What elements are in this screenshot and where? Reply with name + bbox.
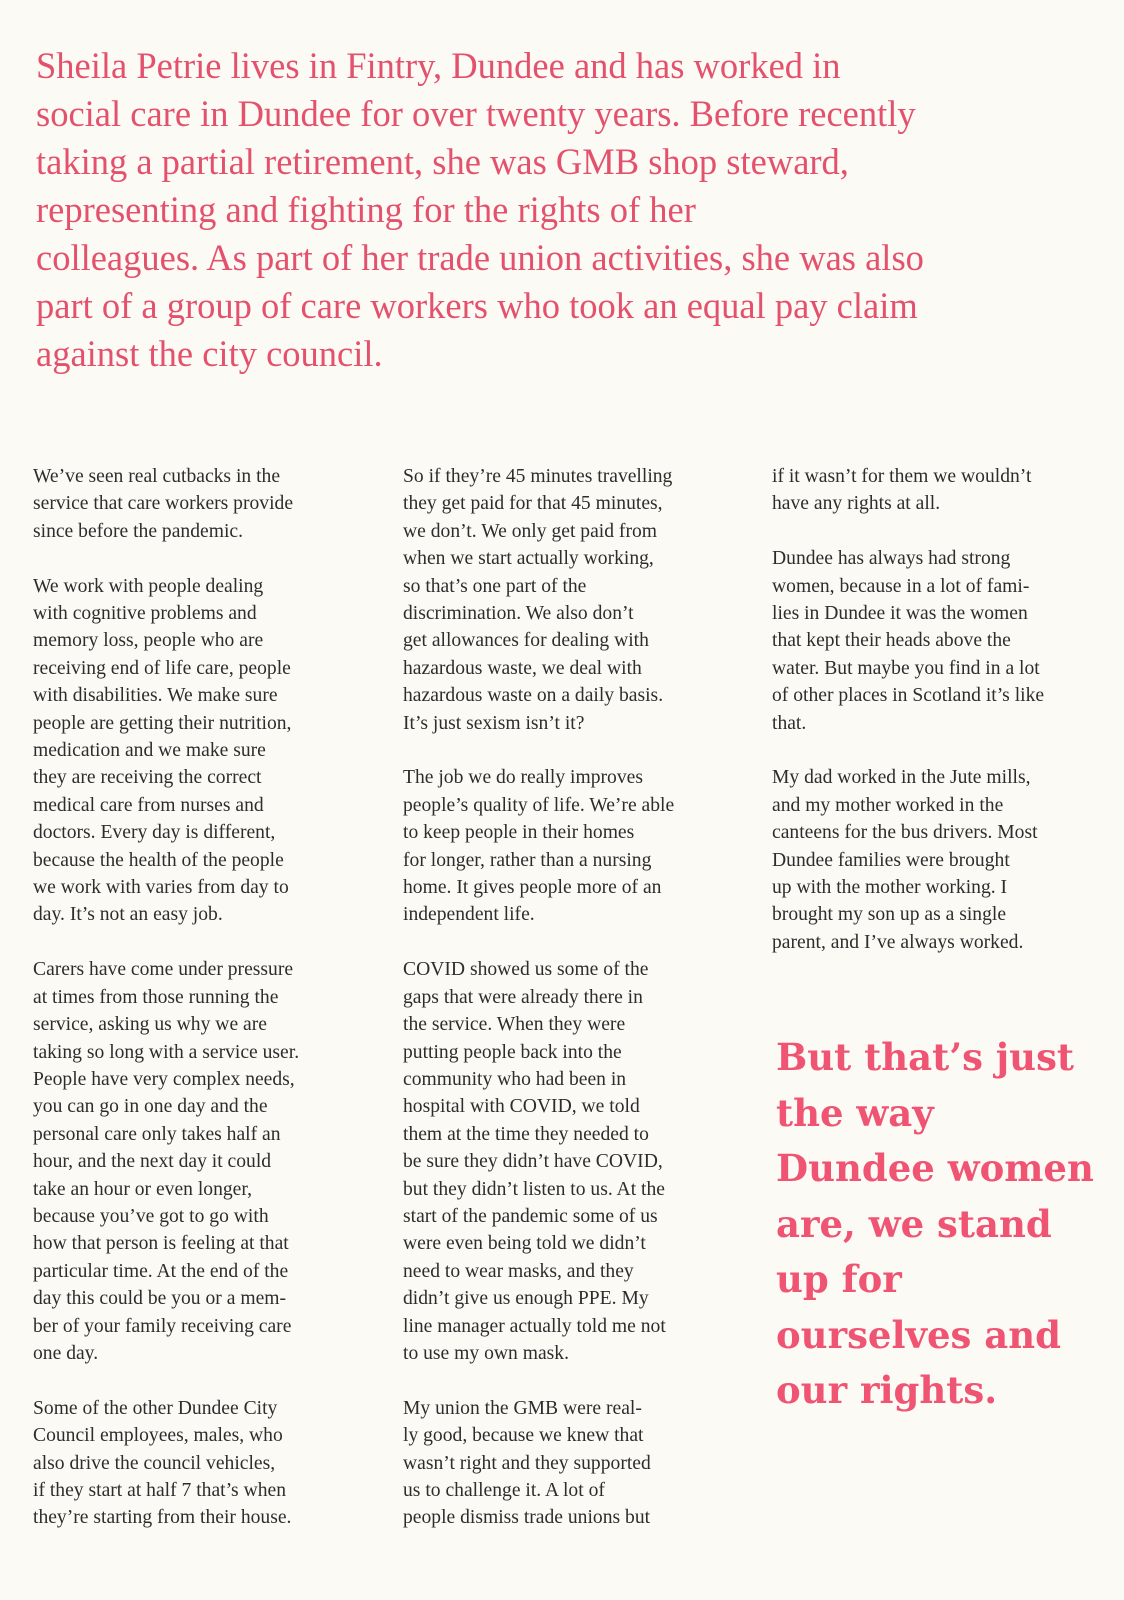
body-line: taking so long with a service user.	[33, 1041, 300, 1063]
body-line: but they didn’t listen to us. At the	[403, 1178, 665, 1200]
pull-quote-line: up for	[776, 1257, 902, 1301]
body-line: and my mother worked in the	[772, 794, 1004, 816]
body-line: they are receiving the correct	[33, 767, 262, 789]
body-line: Some of the other Dundee City	[33, 1397, 278, 1419]
body-column-2	[403, 463, 723, 1559]
body-line: independent life.	[403, 904, 535, 926]
body-line: if they start at half 7 that’s when	[33, 1479, 287, 1501]
body-line: brought my son up as a single	[772, 904, 1007, 926]
body-paragraph	[403, 463, 723, 737]
body-paragraph	[403, 1395, 723, 1532]
body-line: community who had been in	[403, 1068, 627, 1090]
body-line: to use my own mask.	[403, 1342, 569, 1364]
body-line: up with the mother working. I	[772, 877, 1008, 899]
body-line: that.	[772, 712, 807, 734]
body-line: putting people back into the	[403, 1041, 622, 1063]
intro-line: colleagues. As part of her trade union activities, she was also	[36, 237, 924, 278]
body-line: ly good, because we knew that	[403, 1425, 644, 1447]
body-line: wasn’t right and they supported	[403, 1452, 651, 1474]
body-line: because you’ve got to go with	[33, 1205, 269, 1227]
body-line: canteens for the bus drivers. Most	[772, 822, 1038, 844]
body-line: they’re starting from their house.	[33, 1507, 292, 1529]
body-line: have any rights at all.	[772, 493, 941, 515]
body-paragraph	[33, 463, 353, 545]
body-line: that kept their heads above the	[772, 630, 1011, 652]
pull-quote-line: the way	[776, 1090, 934, 1135]
pull-quote-line: our rights.	[776, 1368, 998, 1412]
body-line: medication and we make sure	[33, 740, 266, 762]
body-line: service that care workers provide	[33, 493, 294, 515]
body-paragraph	[403, 956, 723, 1367]
body-line: so that’s one part of the	[403, 575, 587, 597]
body-line: Dundee has always had strong	[772, 548, 1011, 570]
body-line: gaps that were already there in	[403, 986, 643, 1008]
body-line: with cognitive problems and	[33, 603, 257, 625]
body-line: medical care from nurses and	[33, 794, 264, 816]
body-line: Carers have come under pressure	[33, 959, 294, 981]
body-line: Dundee families were brought	[772, 849, 1010, 871]
body-line: COVID showed us some of the	[403, 959, 649, 981]
intro-line: part of a group of care workers who took an equal pay claim	[36, 285, 918, 326]
body-line: since before the pandemic.	[33, 520, 243, 542]
body-line: get allowances for dealing with	[403, 630, 649, 652]
body-line: of other places in Scotland it’s like	[772, 685, 1045, 707]
body-paragraph	[772, 545, 1092, 737]
intro-paragraph	[36, 42, 1046, 378]
body-line: parent, and I’ve always worked.	[772, 931, 1024, 953]
body-line: lies in Dundee it was the women	[772, 603, 1028, 625]
body-line: women, because in a lot of fami-	[772, 575, 1030, 597]
body-paragraph	[772, 764, 1092, 956]
body-paragraph	[33, 1395, 353, 1532]
body-line: people are getting their nutrition,	[33, 712, 292, 734]
body-line: us to challenge it. A lot of	[403, 1479, 605, 1501]
body-line: So if they’re 45 minutes travelling	[403, 466, 673, 487]
body-line: we work with varies from day to	[33, 877, 289, 899]
body-line: with disabilities. We make sure	[33, 685, 278, 707]
body-line: day this could be you or a mem-	[33, 1288, 287, 1310]
body-line: them at the time they needed to	[403, 1123, 649, 1145]
body-line: hazardous waste, we deal with	[403, 657, 642, 679]
body-line: The job we do really improves	[403, 767, 643, 789]
body-line: water. But maybe you find in a lot	[772, 657, 1040, 679]
body-line: personal care only takes half an	[33, 1123, 281, 1145]
body-line: discrimination. We also don’t	[403, 603, 634, 625]
body-line: they get paid for that 45 minutes,	[403, 493, 663, 515]
pull-quote	[776, 1030, 1106, 1419]
body-line: hospital with COVID, we told	[403, 1096, 640, 1118]
pull-quote-line: are, we stand	[776, 1201, 1052, 1246]
intro-line: taking a partial retirement, she was GMB shop steward,	[36, 141, 849, 182]
body-line: didn’t give us enough PPE. My	[403, 1288, 649, 1310]
body-line: if it wasn’t for them we wouldn’t	[772, 466, 1032, 487]
intro-line: Sheila Petrie lives in Fintry, Dundee and has worked in	[36, 45, 841, 86]
body-line: My dad worked in the Jute mills,	[772, 767, 1031, 789]
pull-quote-line: But that’s just	[776, 1035, 1075, 1079]
body-line: for longer, rather than a nursing	[403, 849, 652, 871]
body-line: be sure they didn’t have COVID,	[403, 1151, 663, 1173]
body-line: the service. When they were	[403, 1014, 626, 1036]
body-line: were even being told we didn’t	[403, 1233, 646, 1255]
intro-line: against the city council.	[36, 333, 383, 374]
pull-quote-line: Dundee women	[776, 1146, 1094, 1190]
body-line: People have very complex needs,	[33, 1068, 295, 1090]
body-line: to keep people in their homes	[403, 822, 635, 844]
body-line: particular time. At the end of the	[33, 1260, 289, 1282]
body-line: people dismiss trade unions but	[403, 1507, 651, 1529]
body-column-1	[33, 463, 353, 1559]
body-line: people’s quality of life. We’re able	[403, 794, 675, 816]
body-line: home. It gives people more of an	[403, 877, 662, 899]
body-line: My union the GMB were real-	[403, 1397, 642, 1419]
body-line: We work with people dealing	[33, 575, 264, 597]
body-line: memory loss, people who are	[33, 630, 264, 652]
body-line: line manager actually told me not	[403, 1315, 666, 1337]
intro-line: social care in Dundee for over twenty years. Before recently	[36, 93, 916, 134]
body-line: also drive the council vehicles,	[33, 1452, 276, 1474]
body-line: service, asking us why we are	[33, 1014, 267, 1036]
body-line: you can go in one day and the	[33, 1096, 268, 1118]
body-line: We’ve seen real cutbacks in the	[33, 466, 281, 487]
body-line: ber of your family receiving care	[33, 1315, 292, 1337]
body-line: Council employees, males, who	[33, 1425, 283, 1447]
body-line: It’s just sexism isn’t it?	[403, 712, 585, 734]
body-line: hour, and the next day it could	[33, 1151, 272, 1173]
body-line: how that person is feeling at that	[33, 1233, 289, 1255]
body-line: we don’t. We only get paid from	[403, 520, 658, 542]
pull-quote-line: ourselves and	[776, 1312, 1061, 1357]
body-line: day. It’s not an easy job.	[33, 904, 223, 926]
body-paragraph	[33, 573, 353, 929]
body-line: need to wear masks, and they	[403, 1260, 634, 1282]
body-column-3	[772, 463, 1092, 984]
body-line: because the health of the people	[33, 849, 284, 871]
intro-line: representing and fighting for the rights of her	[36, 189, 696, 230]
body-line: when we start actually working,	[403, 548, 654, 570]
body-line: hazardous waste on a daily basis.	[403, 685, 664, 707]
body-line: start of the pandemic some of us	[403, 1205, 658, 1227]
body-paragraph	[772, 463, 1092, 518]
body-paragraph	[33, 956, 353, 1367]
body-paragraph	[403, 764, 723, 928]
body-line: doctors. Every day is different,	[33, 822, 276, 844]
body-line: receiving end of life care, people	[33, 657, 291, 679]
body-line: at times from those running the	[33, 986, 279, 1008]
body-line: take an hour or even longer,	[33, 1178, 253, 1200]
body-line: one day.	[33, 1342, 99, 1364]
